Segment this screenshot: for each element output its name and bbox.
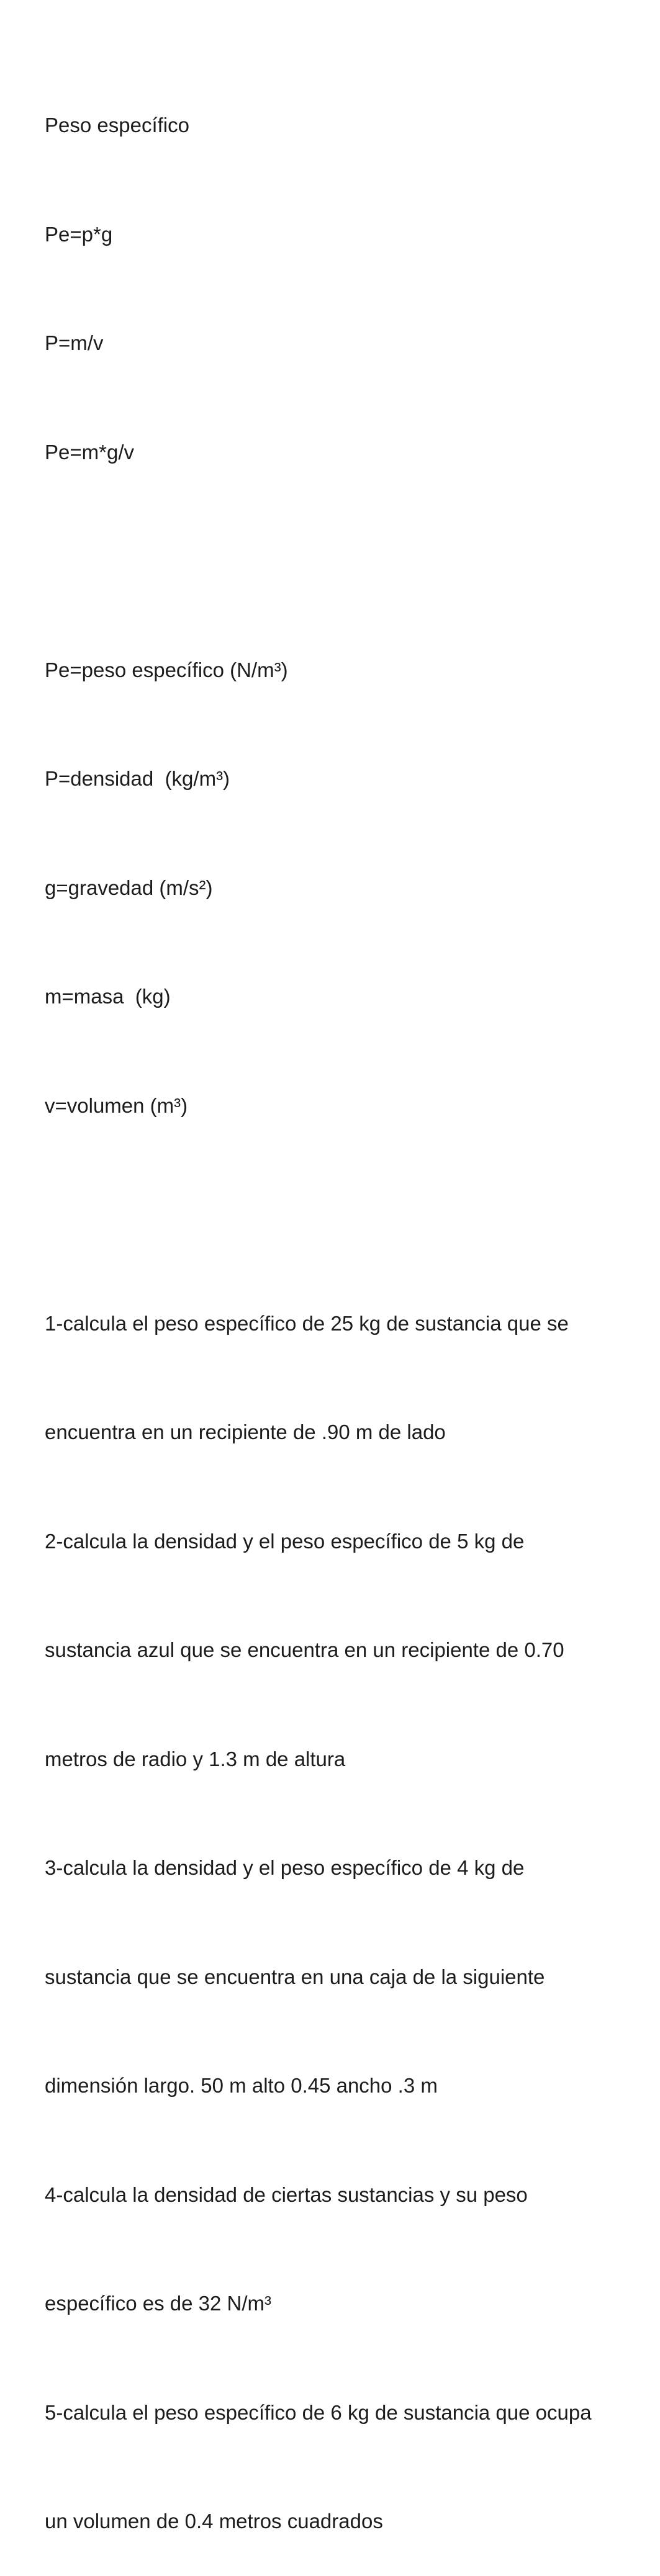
problem-line: dimensión largo. 50 m alto 0.45 ancho .3 m [45,2074,438,2097]
problem-line: sustancia azul que se encuentra en un recipiente de 0.70 [45,1638,564,1661]
definition-line: P=densidad (kg/m³) [45,767,230,790]
problem-line: encuentra en un recipiente de .90 m de lado [45,1420,446,1443]
problem-line: 3-calcula la densidad y el peso específico de 4 kg de [45,1856,525,1879]
definition-line: v=volumen (m³) [45,1093,188,1117]
problem-line: un volumen de 0.4 metros cuadrados [45,2510,383,2533]
formula-line: Pe=p*g [45,222,113,246]
document-title: Peso específico [45,114,189,137]
formula-line: P=m/v [45,331,104,354]
problem-line: metros de radio y 1.3 m de altura [45,1747,346,1770]
problem-line: específico es de 32 N/m³ [45,2292,271,2315]
problem-line: 4-calcula la densidad de ciertas sustancias y su peso [45,2183,528,2206]
problem-line: 2-calcula la densidad y el peso específico de 5 kg de [45,1529,525,1553]
definition-line: m=masa (kg) [45,985,171,1008]
problem-line: 1-calcula el peso específico de 25 kg de sustancia que se [45,1311,569,1335]
spacer [45,543,641,580]
document-body [45,35,641,2576]
definition-line: g=gravedad (m/s²) [45,876,213,899]
problem-line: 5-calcula el peso específico de 6 kg de sustancia que ocupa [45,2400,592,2424]
problem-line: sustancia que se encuentra en una caja de la siguiente [45,1965,545,1988]
formula-line: Pe=m*g/v [45,440,134,464]
definition-line: Pe=peso específico (N/m³) [45,658,288,681]
spacer [45,1196,641,1233]
